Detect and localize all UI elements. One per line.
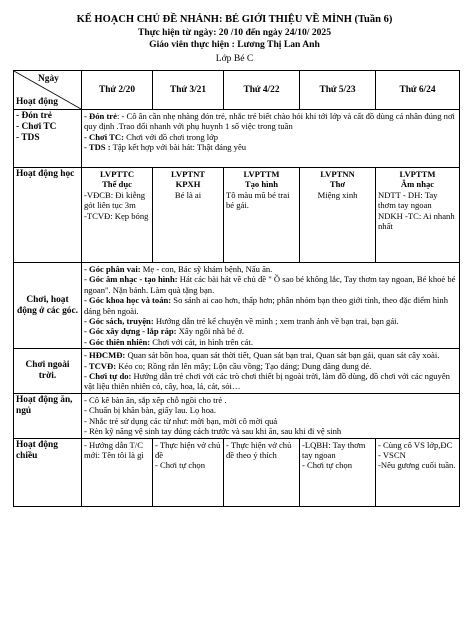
corner-cell xyxy=(14,71,82,110)
day-fri: Thứ 6/24 xyxy=(376,71,460,110)
weekly-plan-table xyxy=(13,70,460,507)
teacher-name: Giáo viên thực hiện : Lương Thị Lan Anh xyxy=(149,39,320,50)
corners-content: - Góc phân vai: Mẹ - con, Bác sỹ khám bệnh, Nấu ăn. - Góc âm nhạc - tạo hình: Hát các bài hát về chủ đề " Ồ sao bé không lắc, Tay thơm tay ngoan, Bé khoẻ bé ngoan". Nặn bánh. Làm quà tặng bạn. - Góc khoa học và toán: So sánh ai cao hơn, thấp hơn; phân nhóm bạn theo giới tính, theo đặc điểm hình dáng bên ngoài. - Góc sách, truyện: Hướng dẫn trẻ kể chuyện về mình ; xem tranh ảnh về bạn trai, bạn gái. - Góc xây dựng - lắp ráp: Xây ngôi nhà bé ở. - Góc thiên nhiên: Chơi với cát, in hình trên cát. xyxy=(82,263,460,349)
plan-title: KẾ HOẠCH CHỦ ĐỀ NHÁNH: BÉ GIỚI THIỆU VỀ MÌNH (Tuần 6) xyxy=(76,14,393,25)
study-wed: LVPTTM Tạo hình Tô màu mũ bé trai bé gái. xyxy=(224,168,300,263)
study-label: Hoạt động học xyxy=(14,168,82,263)
day-mon: Thứ 2/20 xyxy=(82,71,153,110)
afternoon-label: Hoạt động chiều xyxy=(14,438,82,506)
day-wed: Thứ 4/22 xyxy=(224,71,300,110)
morning-content: - Đón trẻ: - Cô ân cần nhẹ nhàng đón trẻ, nhắc trẻ biết chào hỏi khi tới lớp và cất đồ dùng cá nhân đúng nơi quy định .Trao đổi nhanh với phụ huynh 1 số việc trong tuần - Chơi TC: Chơi với đồ chơi trong lớp - TDS : Tập kết hợp với bài hát: Thật đáng yêu xyxy=(82,110,460,168)
afternoon-tue: - Thực hiện vở chủ đề - Chơi tự chọn xyxy=(153,438,224,506)
afternoon-wed: - Thực hiện vở chủ đề theo ý thích xyxy=(224,438,300,506)
outdoor-row xyxy=(14,349,460,394)
meal-content: - Cô kê bàn ăn, sắp xếp chỗ ngồi cho trẻ . - Chuẩn bị khăn bàn, giấy lau. Lọ hoa. - Nhắc trẻ sử dụng các từ như: mời bạn, mời cô mời quả - Rèn kỹ năng vệ sinh tay đúng cách trước và sau khi ăn, sau khi đi vệ sinh xyxy=(82,393,460,438)
meal-row xyxy=(14,393,460,438)
corners-row xyxy=(14,263,460,349)
afternoon-thu: -LQBH: Tay thơm tay ngoan - Chơi tự chọn xyxy=(300,438,376,506)
corner-day-label: Ngày xyxy=(38,74,59,84)
study-row xyxy=(14,168,460,263)
day-header-row xyxy=(14,71,460,110)
morning-label: - Đón trẻ - Chơi TC - TDS xyxy=(14,110,82,168)
afternoon-fri: - Cùng cô VS lớp,ĐC - VSCN -Nêu gương cuối tuần. xyxy=(376,438,460,506)
afternoon-row xyxy=(14,438,460,506)
outdoor-content: - HĐCMĐ: Quan sát bồn hoa, quan sát thời tiết, Quan sát bạn trai, Quan sát bạn gái, quan sát cây xoài. - TCVĐ: Kéo co; Rồng rắn lên mây; Lộn cầu vồng; Tạo dáng; Dung dăng dung dẻ. - Chơi tự do: Hướng dẫn trẻ chơi với các trò chơi thiết bị ngoài trời, làm đồ dùng, đồ chơi với các nguyên vật liệu thiên nhiên cỏ, cây, hoa, lá, cát, sỏi… xyxy=(82,349,460,394)
corners-label: Chơi, hoạt động ở các góc. xyxy=(14,263,82,349)
outdoor-label: Chơi ngoài trời. xyxy=(14,349,82,394)
morning-row xyxy=(14,110,460,168)
study-fri: LVPTTM Âm nhạc NDTT - DH: Tay thơm tay ngoan NDKH -TC: Ai nhanh nhất xyxy=(376,168,460,263)
plan-dates: Thực hiện từ ngày: 20 /10 đến ngày 24/10/ 2025 xyxy=(137,27,332,38)
day-tue: Thứ 3/21 xyxy=(153,71,224,110)
afternoon-mon: - Hướng dẫn T/C mới: Tên tôi là gì xyxy=(82,438,153,506)
corner-activity-label: Hoạt động xyxy=(16,97,58,107)
day-thu: Thứ 5/23 xyxy=(300,71,376,110)
study-thu: LVPTNN Thơ Miệng xinh xyxy=(300,168,376,263)
study-mon: LVPTTC Thể dục -VĐCB: Đi kiễng gót liên tục 3m -TCVĐ: Kẹp bóng xyxy=(82,168,153,263)
meal-label: Hoạt động ăn, ngủ xyxy=(14,393,82,438)
study-tue: LVPTNT KPXH Bé là ai xyxy=(153,168,224,263)
class-name: Lớp Bé C xyxy=(215,53,254,64)
